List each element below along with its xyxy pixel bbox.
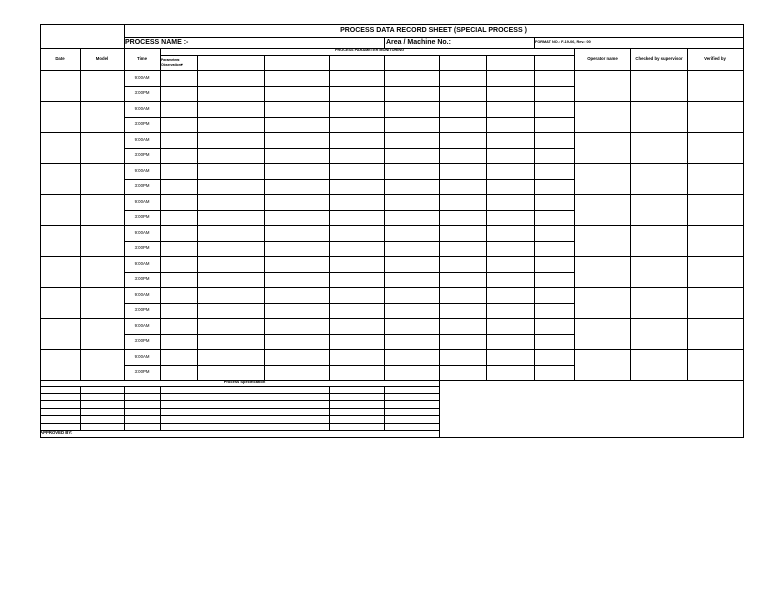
time-slot: 3:00PM [134,152,150,157]
col-verified-by: Verified by [704,56,726,61]
arrow-down-icon: ▾ [180,62,183,67]
row-line [124,179,575,180]
row-line [40,225,744,226]
spec-row-line [40,430,440,431]
col-date: Date [55,56,65,61]
grid-line [574,48,575,381]
approved-by-label: APPROVED BY: [40,430,73,435]
spec-col-line [80,386,81,431]
parameter-text: Parameter [161,58,178,62]
monitoring-label: PROCESS PARAMETER MONITORING [334,48,405,52]
time-slot: 3:00PM [134,90,150,95]
time-slot: 3:00PM [134,276,150,281]
row-line [40,256,744,257]
grid-line [630,48,631,381]
spec-row-line [40,408,440,409]
col-model: Model [95,56,109,61]
frame-left [40,24,41,438]
spec-row-line [40,423,440,424]
grid-line [160,48,161,381]
time-slot: 9:00AM [134,75,150,80]
spec-row-line [40,393,440,394]
sheet-title: PROCESS DATA RECORD SHEET (SPECIAL PROCESS ) [340,27,527,34]
row-line [124,365,575,366]
spec-col-line [384,386,385,431]
grid-line [439,55,440,381]
spec-col-line [124,386,125,431]
time-slot: 9:00AM [134,106,150,111]
row-line [40,163,744,164]
time-slot: 9:00AM [134,292,150,297]
spec-row-line [40,386,440,387]
time-slot: 9:00AM [134,168,150,173]
process-specification-label: Process Specification [223,379,266,384]
time-slot: 3:00PM [134,369,150,374]
time-slot: 9:00AM [134,199,150,204]
grid-line [486,55,487,381]
row-line [40,287,744,288]
grid-line [40,70,744,71]
row-line [40,101,744,102]
time-slot: 3:00PM [134,338,150,343]
row-line [40,318,744,319]
grid-line [534,55,535,381]
time-slot: 3:00PM [134,214,150,219]
row-line [124,303,575,304]
row-line [40,194,744,195]
row-line [124,210,575,211]
frame-right [743,24,744,438]
grid-line [329,55,330,381]
time-slot: 3:00PM [134,245,150,250]
row-line [124,86,575,87]
col-checked-by-supervisor: Checked by supervisor [635,56,683,61]
process-name-label: PROCESS NAME :- [125,39,189,46]
row-line [40,132,744,133]
grid-line [124,37,744,38]
arrow-right-icon: ▸ [177,57,180,62]
format-number: FORMAT NO.: F-19-06, Rev.: 00 [535,40,591,44]
grid-line [160,55,575,56]
row-line [40,380,744,381]
spec-col-line [329,386,330,431]
row-line [124,117,575,118]
time-slot: 3:00PM [134,183,150,188]
row-line [124,241,575,242]
spec-row-line [40,415,440,416]
time-slot: 9:00AM [134,230,150,235]
grid-line [264,55,265,381]
grid-line [197,55,198,381]
row-line [124,334,575,335]
grid-line [687,48,688,381]
frame-bottom [40,437,744,438]
time-slot: 3:00PM [134,121,150,126]
col-time: Time [137,56,147,61]
row-line [124,148,575,149]
spec-col-line [160,386,161,431]
spec-right-border [439,380,440,438]
time-slot: 9:00AM [134,354,150,359]
grid-line [384,55,385,381]
col-operator-name: Operator name [587,56,618,61]
observation-text: Observation [161,63,181,67]
observation-label [161,63,183,67]
spec-row-line [40,400,440,401]
row-line [40,349,744,350]
area-machine-label: Area / Machine No.: [386,39,451,46]
parameter-label [161,58,180,62]
row-line [124,272,575,273]
time-slot: 9:00AM [134,261,150,266]
time-slot: 3:00PM [134,307,150,312]
time-slot: 9:00AM [134,323,150,328]
grid-line [80,48,81,381]
frame-top [40,24,744,25]
time-slot: 9:00AM [134,137,150,142]
